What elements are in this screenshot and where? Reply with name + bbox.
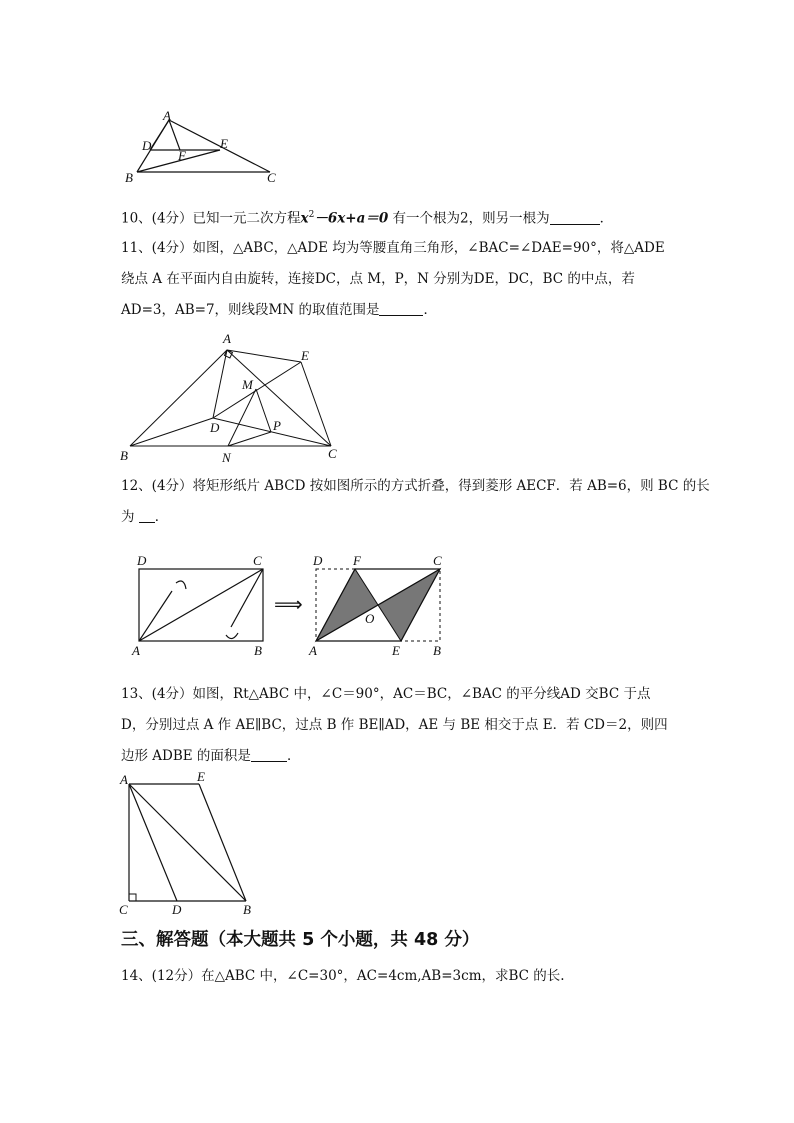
question-12-line-1: 12、(4分）将矩形纸片 ABCD 按如图所示的方式折叠，得到菱形 AECF．若 AB=6，则 BC 的长	[121, 478, 710, 494]
fig11-label-c: C	[328, 446, 337, 461]
fig13-label-e: E	[197, 769, 205, 784]
q10-end: ．	[599, 210, 614, 227]
label-e: E	[220, 136, 228, 151]
fig12b-shaded-left	[316, 569, 378, 641]
q10-expr-x: x	[300, 210, 309, 227]
question-11-line-3	[121, 301, 437, 319]
q13-end: ．	[286, 748, 301, 764]
fig12a-label-a: A	[132, 643, 140, 658]
fig12b-label-a: A	[309, 643, 317, 658]
question-13-line-1: 13、(4分）如图，Rt△ABC 中，∠C＝90°，AC＝BC，∠BAC 的平分线AD 交BC 于点	[121, 686, 651, 702]
fig13-label-a: A	[120, 772, 128, 787]
fig12b-shaded-right	[378, 569, 440, 641]
fig11-label-n: N	[222, 450, 231, 465]
fig11-label-e: E	[301, 348, 309, 363]
fig13-label-b: B	[243, 902, 251, 917]
fig12b-label-d: D	[313, 553, 323, 568]
q12-answer-blank[interactable]	[139, 508, 155, 523]
question-11-line-2: 绕点 A 在平面内自由旋转，连接DC，点 M，P，N 分别为DE，DC，BC 的中点，若	[121, 271, 635, 287]
fig12a-label-d: D	[137, 553, 147, 568]
fig12b-label-f: F	[353, 553, 361, 568]
fig11-label-d: D	[210, 420, 220, 435]
fig12b-label-c: C	[433, 553, 442, 568]
figure-q12-rhombus	[305, 555, 455, 660]
fig13-label-d: D	[172, 902, 182, 917]
q13-answer-blank[interactable]	[251, 747, 287, 762]
question-14: 14、(12分）在△ABC 中，∠C=30°，AC=4cm,AB=3cm，求BC 的长.	[121, 968, 565, 984]
figure-triangle-adebc	[120, 108, 290, 188]
question-10	[121, 206, 613, 228]
q10-answer-blank[interactable]	[550, 210, 600, 225]
q10-suffix: 有一个根为2，则另一根为	[392, 210, 550, 227]
label-f: F	[178, 148, 186, 163]
q12-line-2-text: 为	[121, 509, 135, 525]
label-d: D	[142, 138, 152, 153]
section-3-title: 三、解答题（本大题共 5 个小题，共 48 分）	[121, 930, 480, 950]
fold-arrow-icon: ⟹	[274, 592, 303, 616]
q11-line-3-text: AD=3，AB=7，则线段MN 的取值范围是	[121, 302, 380, 318]
fig12a-label-c: C	[253, 553, 262, 568]
label-c: C	[267, 170, 276, 185]
q10-expr-rest: －6x+a＝0	[314, 210, 389, 227]
fig11-label-b: B	[120, 448, 128, 463]
question-13-line-2: D，分别过点 A 作 AE∥BC，过点 B 作 BE∥AD，AE 与 BE 相交于点 E．若 CD＝2，则四	[121, 717, 668, 733]
fig13-label-c: C	[119, 902, 128, 917]
fig11-label-m: M	[242, 377, 253, 392]
figure-q13	[115, 770, 265, 918]
question-11-line-1: 11、(4分）如图，△ABC，△ADE 均为等腰直角三角形，∠BAC=∠DAE=90°，将△ADE	[121, 240, 665, 256]
q10-prefix: 10、(4分）已知一元二次方程	[121, 210, 301, 227]
question-13-line-3	[121, 747, 300, 765]
fig12b-label-b: B	[433, 643, 441, 658]
q11-answer-blank[interactable]	[379, 301, 423, 316]
label-a: A	[163, 108, 171, 123]
question-12-line-2	[121, 508, 168, 526]
q10-expr-sup: 2	[308, 210, 315, 220]
q11-end: ．	[423, 302, 437, 318]
q12-end: ．	[154, 509, 169, 525]
figure-q11	[115, 332, 355, 467]
fig12b-label-o: O	[365, 611, 375, 626]
q13-line-3-text: 边形 ADBE 的面积是	[121, 748, 251, 764]
fig11-label-a: A	[223, 331, 231, 346]
fig11-label-p: P	[273, 418, 281, 433]
fig12a-label-b: B	[254, 643, 262, 658]
label-b: B	[125, 170, 133, 185]
fig12b-label-e: E	[392, 643, 400, 658]
figure-q12-rectangle	[128, 555, 278, 660]
